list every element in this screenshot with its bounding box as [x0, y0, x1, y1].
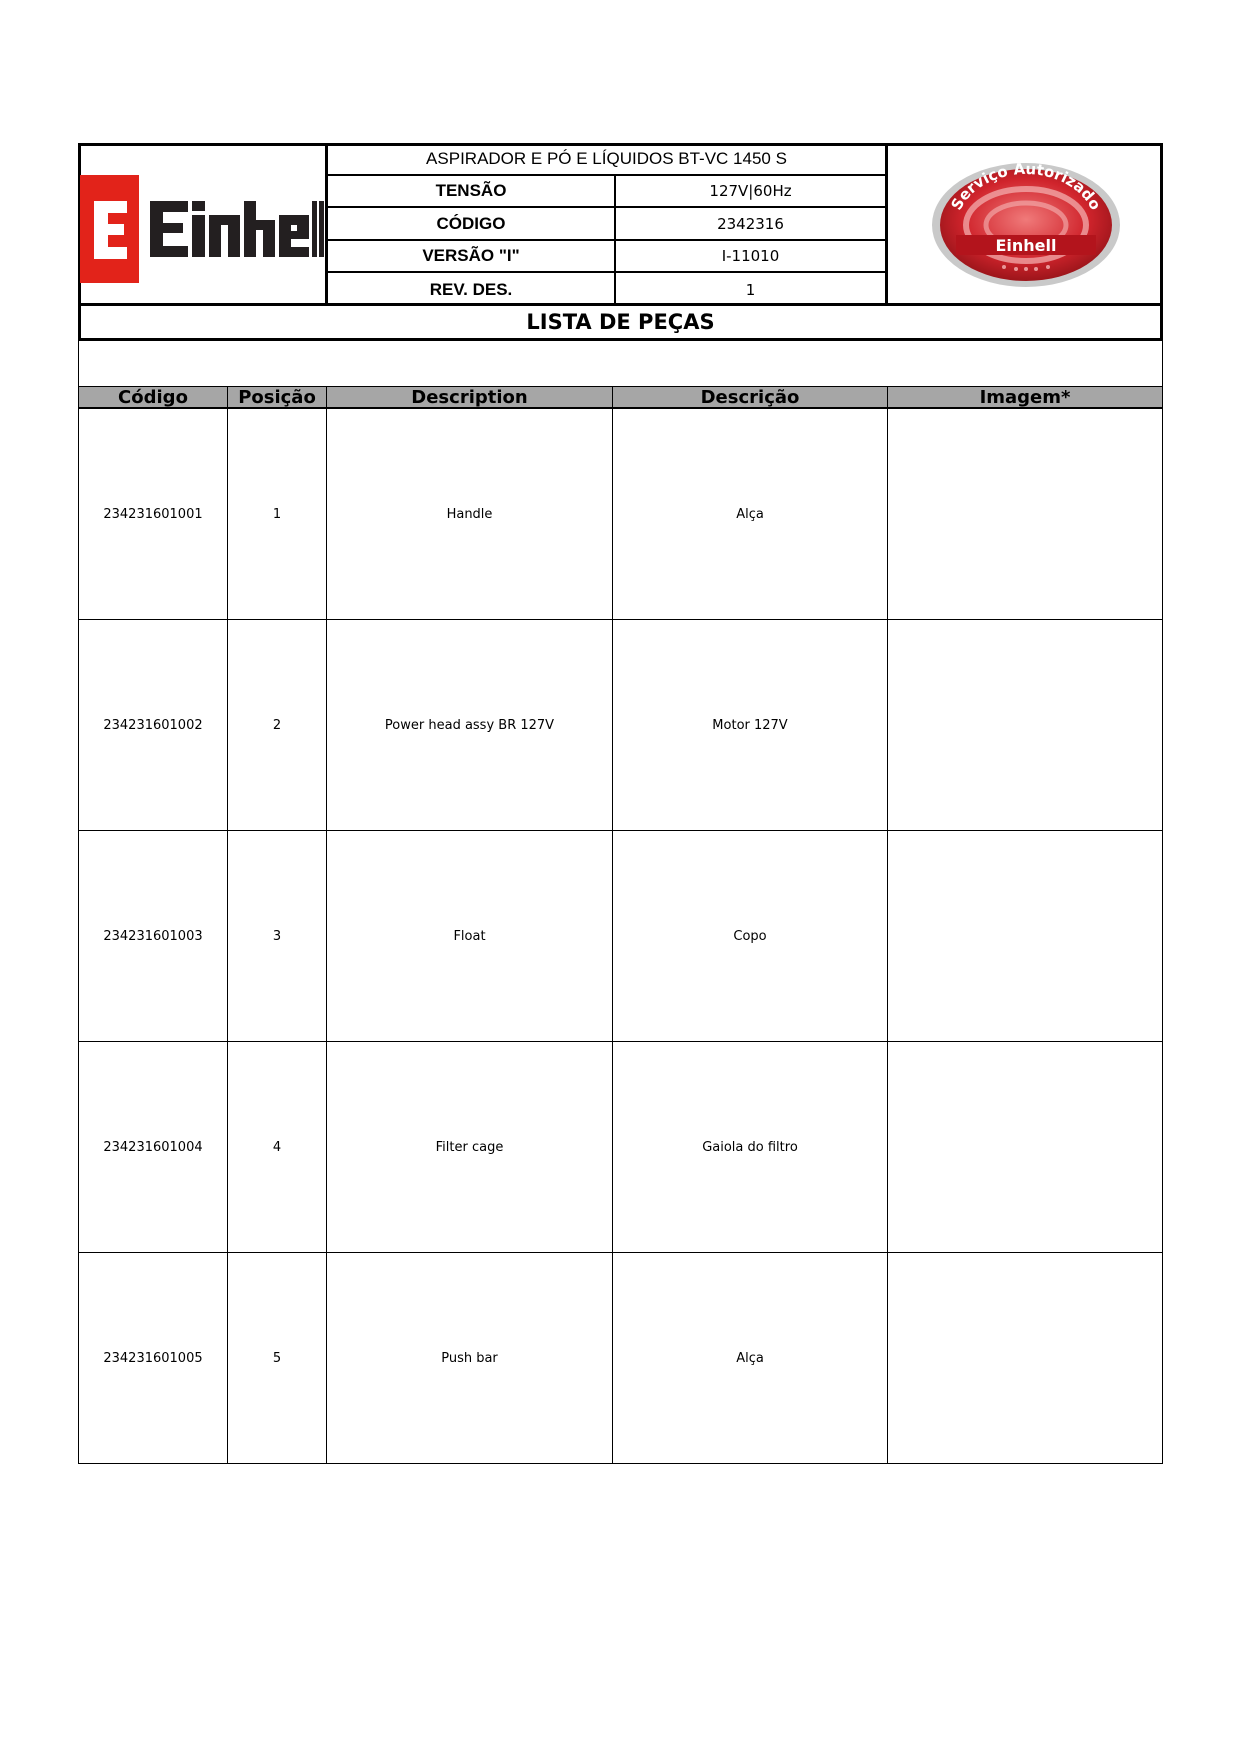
einhell-logo [78, 165, 324, 285]
service-badge-cell [888, 143, 1163, 306]
field-value-versao: I-11010 [616, 241, 888, 273]
table-row-2-descricao: Motor 127V [612, 619, 888, 831]
column-header-codigo: Código [78, 386, 228, 408]
table-row-4-description: Filter cage [326, 1041, 613, 1253]
table-row-4-codigo: 234231601004 [78, 1041, 228, 1253]
table-row-3-codigo: 234231601003 [78, 830, 228, 1042]
table-row-5-descricao: Alça [612, 1252, 888, 1464]
table-row-4-posicao: 4 [227, 1041, 327, 1253]
table-row-2-imagem [887, 619, 1163, 831]
table-row-4-descricao: Gaiola do filtro [612, 1041, 888, 1253]
header-block [78, 143, 1163, 341]
table-row-3-imagem [887, 830, 1163, 1042]
table-row-4-imagem [887, 1041, 1163, 1253]
table-row-5-posicao: 5 [227, 1252, 327, 1464]
table-row-1-codigo: 234231601001 [78, 408, 228, 620]
field-label-tensao: TENSÃO [328, 176, 616, 208]
field-label-codigo: CÓDIGO [328, 208, 616, 241]
table-row-5-codigo: 234231601005 [78, 1252, 228, 1464]
badge-brand-text: Einhell [995, 236, 1057, 255]
table-row-1-descricao: Alça [612, 408, 888, 620]
field-value-codigo: 2342316 [616, 208, 888, 241]
logo-cell [78, 143, 328, 306]
column-header-descricao: Descrição [612, 386, 888, 408]
parts-table [78, 386, 1163, 1467]
field-label-versao: VERSÃO "I" [328, 241, 616, 273]
table-row-2-description: Power head assy BR 127V [326, 619, 613, 831]
table-row-1-imagem [887, 408, 1163, 620]
column-header-description: Description [326, 386, 613, 408]
servico-autorizado-badge [926, 159, 1126, 289]
table-row-5-description: Push bar [326, 1252, 613, 1464]
field-value-tensao: 127V|60Hz [616, 176, 888, 208]
table-row-2-posicao: 2 [227, 619, 327, 831]
table-row-1-posicao: 1 [227, 408, 327, 620]
section-title: LISTA DE PEÇAS [78, 303, 1163, 341]
column-header-posicao: Posição [227, 386, 327, 408]
column-header-imagem: Imagem* [887, 386, 1163, 408]
table-row-2-codigo: 234231601002 [78, 619, 228, 831]
field-label-rev-des: REV. DES. [328, 273, 616, 306]
badge-arc-text: Serviço Autorizado [947, 159, 1105, 214]
table-row-3-posicao: 3 [227, 830, 327, 1042]
table-row-5-imagem [887, 1252, 1163, 1464]
field-value-rev-des: 1 [616, 273, 888, 306]
table-row-3-description: Float [326, 830, 613, 1042]
table-row-3-descricao: Copo [612, 830, 888, 1042]
table-row-1-description: Handle [326, 408, 613, 620]
blank-row [78, 338, 1163, 386]
product-title: ASPIRADOR E PÓ E LÍQUIDOS BT-VC 1450 S [328, 143, 888, 176]
